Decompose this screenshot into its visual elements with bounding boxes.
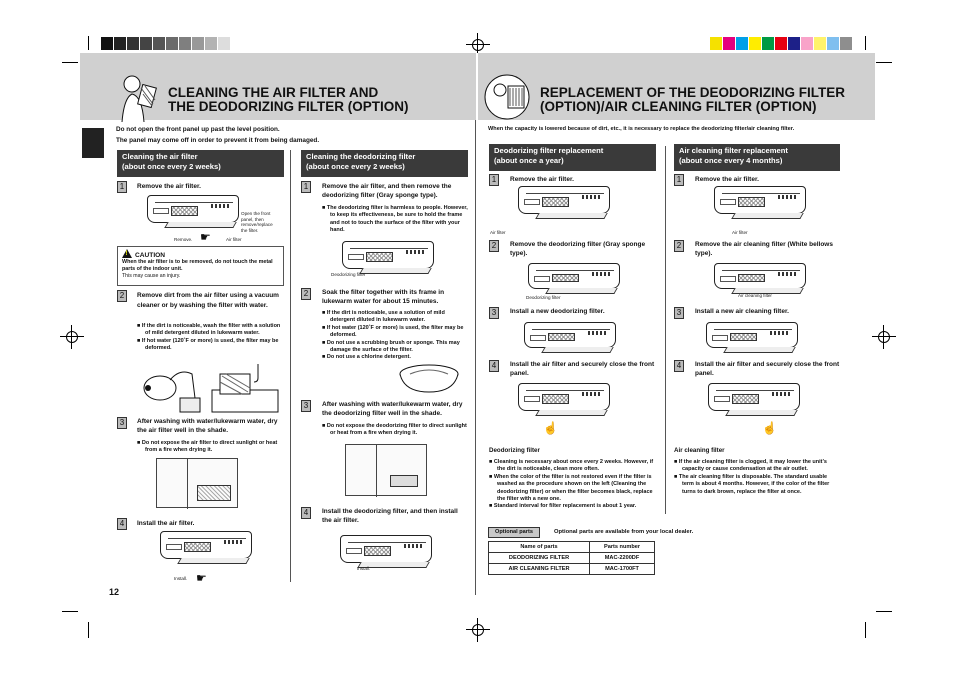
- label-deodorizing-filter: Deodorizing filter: [526, 295, 561, 300]
- step-number: 4: [301, 507, 311, 519]
- right-intro-note: When the capacity is lowered because of dirt, etc., it is necessary to replace the deodorizing filter/air cleaning filter.: [488, 126, 795, 132]
- color-swatch: [827, 37, 839, 50]
- step-bullets: ■ If the dirt is noticeable, use a solution of mild detergent diluted in lukewarm water. ■ If hot water (120˚F or more) is used, the filter may be deformed. ■ Do not use a scrubbing brush or sponge. This may damage the surface of the filter. ■ Do not use a chlorine detergent.: [322, 310, 464, 361]
- deodorizing-section-header: Cleaning the deodorizing filter (about once every 2 weeks): [301, 150, 468, 177]
- person-cleaning-filter-icon: [108, 72, 160, 124]
- step-number: 2: [674, 240, 684, 252]
- vacuum-cleaner-illustration: [140, 360, 205, 415]
- color-swatch: [814, 37, 826, 50]
- table-cell: AIR CLEANING FILTER: [489, 564, 590, 575]
- indoor-unit-illustration: [708, 383, 800, 411]
- label-deodorizing-filter: Deodorizing filter: [331, 272, 366, 277]
- deodorizing-replacement-header: Deodorizing filter replacement (about once a year): [489, 144, 656, 171]
- color-swatch: [218, 37, 230, 50]
- table-cell: DEODORIZING FILTER: [489, 553, 590, 564]
- step-number: 3: [301, 400, 311, 412]
- step-text: After washing with water/lukewarm water, dry the air filter well in the shade.: [137, 418, 278, 434]
- label-install: Install.: [174, 576, 188, 581]
- color-swatch: [114, 37, 126, 50]
- step-text: Remove the air filter.: [510, 176, 574, 183]
- right-page-title: REPLACEMENT OF THE DEODORIZING FILTER (OPTION)/AIR CLEANING FILTER (OPTION): [540, 85, 845, 114]
- step-number: 2: [301, 288, 311, 300]
- step-number: 1: [489, 174, 499, 186]
- indoor-unit-illustration: [518, 186, 610, 214]
- hand-icon: ☛: [196, 571, 207, 585]
- air-cleaning-replacement-header: Air cleaning filter replacement (about once every 4 months): [674, 144, 840, 171]
- indoor-unit-illustration: [714, 263, 806, 289]
- washing-filter-illustration: [208, 360, 282, 415]
- step-bullets: ■ Do not expose the air filter to direct sunlight or heat from a fire when drying it.: [137, 440, 278, 454]
- step-text: Install a new deodorizing filter.: [510, 308, 605, 315]
- indoor-unit-illustration: [524, 322, 616, 348]
- step-text: After washing with water/lukewarm water, dry the deodorizing filter well in the shade.: [322, 401, 463, 417]
- step-text: Remove the air cleaning filter (White bellows type).: [695, 241, 833, 257]
- color-swatch: [801, 37, 813, 50]
- deodorizing-filter-subtitle: Deodorizing filter: [489, 447, 540, 454]
- person-replacing-filter-icon: [482, 72, 532, 122]
- step-number: 4: [117, 518, 127, 530]
- hand-icon: ☝: [762, 421, 777, 435]
- indoor-unit-illustration: [706, 322, 798, 348]
- optional-parts-badge: Optional parts: [488, 527, 540, 538]
- step-bullets: ■ If the dirt is noticeable, wash the filter with a solution of mild detergent diluted in lukewarm water. ■ If hot water (120˚F or more) is used, the filter may be deformed.: [137, 323, 281, 352]
- registration-mark-bottom: [470, 622, 486, 638]
- step-bullets: ■ Do not expose the deodorizing filter to direct sunlight or heat from a fire when drying it.: [322, 423, 467, 437]
- label-air-filter: Air filter: [226, 237, 242, 242]
- step-text: Remove the air filter.: [695, 176, 759, 183]
- indoor-unit-illustration: [714, 186, 806, 214]
- step-number: 2: [489, 240, 499, 252]
- color-swatch: [153, 37, 165, 50]
- deodorizing-filter-notes: ■ Cleaning is necessary about once every 2 weeks. However, if the dirt is noticeable, clean more often. ■ When the color of the filter is not restored even if the filter is washed as the procedure shown on the left (Cleaning the deodorizing filter) or when the filter becomes black, replace the filter with a new one. ■ Standard interval for filter replacement is about 1 year.: [489, 459, 654, 510]
- step-text: Remove the air filter.: [137, 183, 201, 190]
- optional-parts-table: [488, 541, 655, 575]
- table-cell: MAC-2200DF: [590, 553, 655, 564]
- color-swatch: [749, 37, 761, 50]
- step-number: 2: [117, 290, 127, 302]
- label-air-filter: Air filter: [490, 230, 506, 235]
- left-warning-note: Do not open the front panel up past the level position. The panel may come off in order to prevent it from being damaged.: [116, 126, 320, 144]
- air-cleaning-filter-subtitle: Air cleaning filter: [674, 447, 725, 454]
- step-text: Remove the deodorizing filter (Gray sponge type).: [510, 241, 646, 257]
- step-number: 4: [674, 360, 684, 372]
- step-number: 1: [674, 174, 684, 186]
- indoor-unit-illustration: [342, 241, 434, 269]
- indoor-unit-illustration: [160, 531, 252, 559]
- indoor-unit-illustration: [518, 383, 610, 411]
- label-air-filter: Air filter: [732, 230, 748, 235]
- step-number: 3: [117, 417, 127, 429]
- page-number: 12: [109, 587, 120, 597]
- color-swatch: [762, 37, 774, 50]
- color-swatch: [166, 37, 178, 50]
- step-number: 4: [489, 360, 499, 372]
- drying-window-illustration: [156, 458, 238, 508]
- table-header: Parts number: [590, 542, 655, 553]
- warning-triangle-icon: [122, 249, 132, 258]
- step-text: Install a new air cleaning filter.: [695, 308, 789, 315]
- caution-box: !CAUTION When the air filter is to be removed, do not touch the metal parts of the indoor unit. This may cause an injury.: [117, 246, 284, 286]
- registration-mark-right: [876, 329, 892, 345]
- color-swatch: [788, 37, 800, 50]
- table-header: Name of parts: [489, 542, 590, 553]
- drying-window-illustration: [345, 444, 427, 496]
- color-swatch: [179, 37, 191, 50]
- color-swatch: [723, 37, 735, 50]
- step-text: Soak the filter together with its frame in lukewarm water for about 15 minutes.: [322, 289, 445, 305]
- step-text: Remove dirt from the air filter using a vacuum cleaner or by washing the filter with water.: [137, 292, 279, 309]
- section-tab: [82, 128, 104, 158]
- table-header-row: [489, 542, 655, 553]
- color-swatch: [140, 37, 152, 50]
- label-air-cleaning-filter: Air cleaning filter: [738, 293, 772, 298]
- color-swatch: [127, 37, 139, 50]
- step-text: Install the air filter and securely close the front panel.: [695, 361, 840, 377]
- color-swatch: [101, 37, 113, 50]
- color-swatch: [736, 37, 748, 50]
- table-row: [489, 564, 655, 575]
- air-filter-section-header: Cleaning the air filter (about once every 2 weeks): [117, 150, 284, 177]
- step-number: 3: [489, 307, 499, 319]
- step-text: Install the air filter and securely close the front panel.: [510, 361, 655, 377]
- table-cell: MAC-1700FT: [590, 564, 655, 575]
- soaking-bowl-illustration: [398, 362, 460, 394]
- color-swatch: [775, 37, 787, 50]
- left-page-title: CLEANING THE AIR FILTER AND THE DEODORIZING FILTER (OPTION): [168, 85, 409, 114]
- hand-icon: ☝: [543, 421, 558, 435]
- registration-mark-left: [64, 329, 80, 345]
- step-number: 1: [301, 181, 311, 193]
- step-bullets: ■ The deodorizing filter is harmless to people. However, to keep its effectiveness, be sure to hold the frame and not to touch the surface of the filter with your hand.: [322, 205, 468, 234]
- label-remove: Remove.: [174, 237, 193, 242]
- indoor-unit-illustration: [147, 195, 239, 223]
- step-number: 1: [117, 181, 127, 193]
- step-text: Install the air filter.: [137, 520, 195, 527]
- registration-mark-top: [470, 37, 486, 53]
- color-swatch: [710, 37, 722, 50]
- indoor-unit-illustration: [528, 263, 620, 289]
- indoor-unit-illustration: [340, 535, 432, 563]
- step-text: Remove the air filter, and then remove the deodorizing filter (Gray sponge type).: [322, 183, 452, 199]
- color-swatch: [205, 37, 217, 50]
- label-open-panel: Open the front panel, then remove/replace the filter.: [241, 211, 273, 233]
- color-swatch: [192, 37, 204, 50]
- color-swatch: [840, 37, 852, 50]
- air-cleaning-filter-notes: ■ If the air cleaning filter is clogged, it may lower the unit’s capacity or cause condensation at the air outlet. ■ The air cleaning filter is disposable. The standard usable term is about 4 months. However, if the color of the filter turns to dark brown, replace the filter at once.: [674, 459, 830, 495]
- label-install: Install.: [357, 566, 371, 571]
- optional-parts-note: Optional parts are available from your local dealer.: [554, 529, 694, 535]
- hand-icon: ☛: [200, 230, 211, 244]
- table-row: [489, 553, 655, 564]
- step-number: 3: [674, 307, 684, 319]
- step-text: Install the deodorizing filter, and then install the air filter.: [322, 508, 458, 524]
